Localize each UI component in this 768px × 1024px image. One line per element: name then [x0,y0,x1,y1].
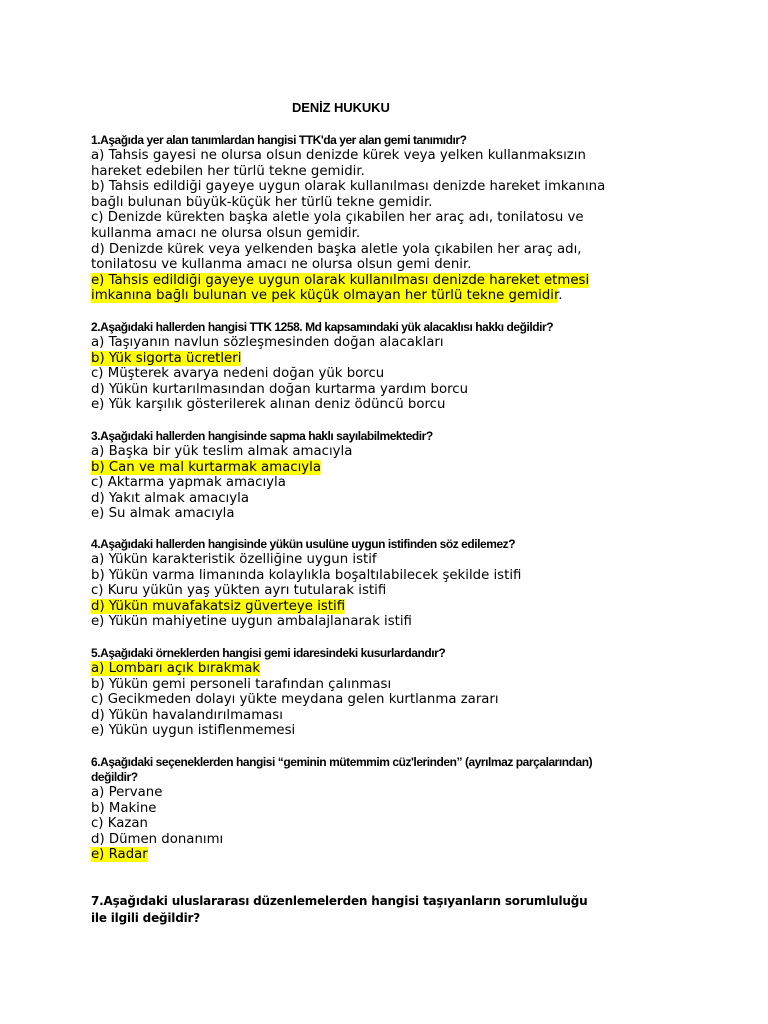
option-b-line-2: bağlı bulunan büyük-küçük her türlü tekne gemidir. [91,194,433,210]
option-c-line-2: kullanma amacı ne olursa olsun gemidir. [91,225,361,241]
option-c: c) Gecikmeden dolayı yükte meydana gelen kurtlanma zararı [91,692,499,708]
option-d: d) Dümen donanımı [91,831,224,847]
question-text: 6.Aşağıdaki seçeneklerden hangisi “geminin mütemmim cüz'lerinden” (ayrılmaz parçalarından) [91,755,593,769]
highlighted-answer: e) Tahsis edildiği gayeye uygun olarak kullanılması denizde hareket etmesi [91,272,590,288]
option-a: a) Başka bir yük teslim almak amacıyla [91,444,353,459]
highlighted-answer: b) Can ve mal kurtarmak amacıyla [91,459,322,475]
option-c: c) Aktarma yapmak amacıyla [91,475,286,491]
option-c-line-1: c) Denizde kürekten başka aletle yola çıkabilen her araç adı, tonilatosu ve [91,210,584,226]
option-b: b) Yükün varma limanında kolaylıkla boşaltılabilecek şekilde istifi [91,567,522,583]
question-text-line-2: ile ilgili değildir? [91,911,201,925]
option-b-line-1: b) Tahsis edildiği gayeye uygun olarak kullanılması denizde hareket imkanına [91,179,606,195]
question-text: 7.Aşağıdaki uluslararası düzenlemelerden hangisi taşıyanların sorumluluğu [91,894,588,908]
question-7 [91,893,691,927]
option-c: c) Müşterek avarya nedeni doğan yük borcu [91,366,385,382]
highlighted-answer: b) Yük sigorta ücretleri [91,350,242,366]
question-text: 3.Aşağıdaki hallerden hangisinde sapma haklı sayılabilmektedir? [91,429,433,443]
option-a: a) Taşıyanın navlun sözleşmesinden doğan alacakları [91,335,444,350]
question-text: 2.Aşağıdaki hallerden hangisi TTK 1258. Md kapsamındaki yük alacaklısı hakkı değildir? [91,320,554,334]
option-a-line-2: hareket edebilen her türlü tekne gemidir. [91,163,365,179]
question-3 [91,429,671,522]
question-1 [91,133,671,304]
option-e: e) Yük karşılık gösterilerek alınan deniz ödüncü borcu [91,397,446,413]
question-6 [91,755,671,863]
option-d: d) Yükün havalandırılmaması [91,707,283,723]
option-d-line-2: tonilatosu ve kullanma amacı ne olursa olsun gemi denir. [91,257,472,273]
option-a: a) Pervane [91,785,163,800]
option-c: c) Kuru yükün yaş yükten ayrı tutularak istifi [91,583,387,599]
highlighted-answer: e) Radar [91,847,148,863]
option-e: e) Yükün mahiyetine uygun ambalajlanarak istifi [91,614,412,630]
question-text: 5.Aşağıdaki örneklerden hangisi gemi idaresindeki kusurlardandır? [91,646,446,660]
page-title: DENİZ HUKUKU [292,100,390,115]
option-c: c) Kazan [91,816,148,832]
answer-suffix: . [558,288,563,304]
option-a-line-1: a) Tahsis gayesi ne olursa olsun denizde kürek veya yelken kullanmaksızın [91,148,586,163]
highlighted-answer: a) Lombarı açık bırakmak [91,661,261,676]
question-text-line-2: değildir? [91,770,138,784]
option-a: a) Yükün karakteristik özelliğine uygun istif [91,552,377,567]
question-4 [91,537,671,630]
option-e: e) Su almak amacıyla [91,506,235,522]
option-b: b) Yükün gemi personeli tarafından çalınması [91,676,392,692]
highlighted-answer: d) Yükün muvafakatsiz güverteye istifi [91,598,346,614]
answer-option-line-1 [91,273,671,289]
option-d-line-1: d) Denizde kürek veya yelkenden başka aletle yola çıkabilen her araç adı, [91,241,582,257]
question-2 [91,320,671,413]
option-b: b) Makine [91,800,157,816]
option-e: e) Yükün uygun istiflenmemesi [91,723,296,739]
option-d: d) Yükün kurtarılmasından doğan kurtarma yardım borcu [91,381,469,397]
highlighted-answer: imkanına bağlı bulunan ve pek küçük olmayan her türlü tekne gemidir [91,288,559,304]
question-5 [91,646,671,739]
question-text: 1.Aşağıda yer alan tanımlardan hangisi TTK'da yer alan gemi tanımıdır? [91,133,467,147]
option-d: d) Yakıt almak amacıyla [91,490,249,506]
answer-option-line-2 [91,288,671,304]
question-text: 4.Aşağıdaki hallerden hangisinde yükün usulüne uygun istifinden söz edilemez? [91,537,516,551]
